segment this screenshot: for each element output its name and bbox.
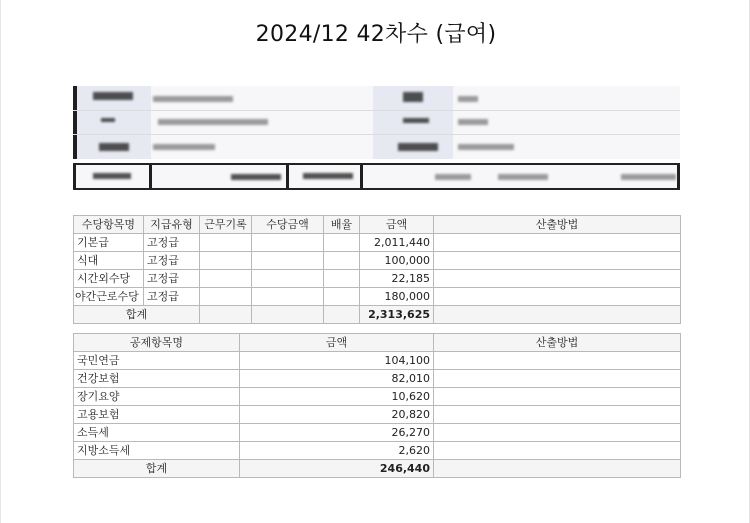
item-amount: 104,100 [240, 352, 434, 370]
item-amount: 2,011,440 [360, 234, 434, 252]
col-header: 근무기록 [200, 216, 252, 234]
item-amount: 82,010 [240, 370, 434, 388]
col-header: 지급유형 [144, 216, 200, 234]
item-name: 고용보험 [74, 406, 240, 424]
item-amount: 22,185 [360, 270, 434, 288]
deduction-table [73, 333, 681, 478]
item-name: 기본급 [74, 234, 144, 252]
item-amount: 2,620 [240, 442, 434, 460]
table-row [74, 352, 681, 370]
table-row [74, 270, 681, 288]
table-row [74, 388, 681, 406]
item-name: 야간근로수당 [74, 288, 144, 306]
col-header: 배율 [324, 216, 360, 234]
col-header: 산출방법 [434, 216, 681, 234]
redacted-summary-bar [73, 163, 680, 190]
table-row [74, 442, 681, 460]
total-row [74, 460, 681, 478]
item-name: 건강보험 [74, 370, 240, 388]
item-name: 시간외수당 [74, 270, 144, 288]
table-row [74, 424, 681, 442]
item-amount: 100,000 [360, 252, 434, 270]
item-amount: 180,000 [360, 288, 434, 306]
total-label: 합계 [74, 306, 200, 324]
col-header: 산출방법 [434, 334, 681, 352]
item-amount: 10,620 [240, 388, 434, 406]
item-name: 장기요양 [74, 388, 240, 406]
item-name: 식대 [74, 252, 144, 270]
allowance-header-row [74, 216, 681, 234]
table-row [74, 370, 681, 388]
item-amount: 20,820 [240, 406, 434, 424]
table-row [74, 406, 681, 424]
item-name: 지방소득세 [74, 442, 240, 460]
col-header: 수당금액 [252, 216, 324, 234]
table-row [74, 288, 681, 306]
total-amount: 246,440 [240, 460, 434, 478]
total-amount: 2,313,625 [360, 306, 434, 324]
item-name: 소득세 [74, 424, 240, 442]
table-row [74, 234, 681, 252]
col-header: 수당항목명 [74, 216, 144, 234]
col-header: 공제항목명 [74, 334, 240, 352]
table-row [74, 252, 681, 270]
allowance-table [73, 215, 681, 324]
item-name: 국민연금 [74, 352, 240, 370]
deduction-header-row [74, 334, 681, 352]
item-amount: 26,270 [240, 424, 434, 442]
pay-type: 고정급 [144, 252, 200, 270]
col-header: 금액 [360, 216, 434, 234]
pay-type: 고정급 [144, 288, 200, 306]
page-title: 2024/12 42차수 (급여) [255, 22, 497, 47]
pay-type: 고정급 [144, 270, 200, 288]
pay-type: 고정급 [144, 234, 200, 252]
redacted-employee-info [73, 86, 680, 159]
total-row [74, 306, 681, 324]
total-label: 합계 [74, 460, 240, 478]
col-header: 금액 [240, 334, 434, 352]
